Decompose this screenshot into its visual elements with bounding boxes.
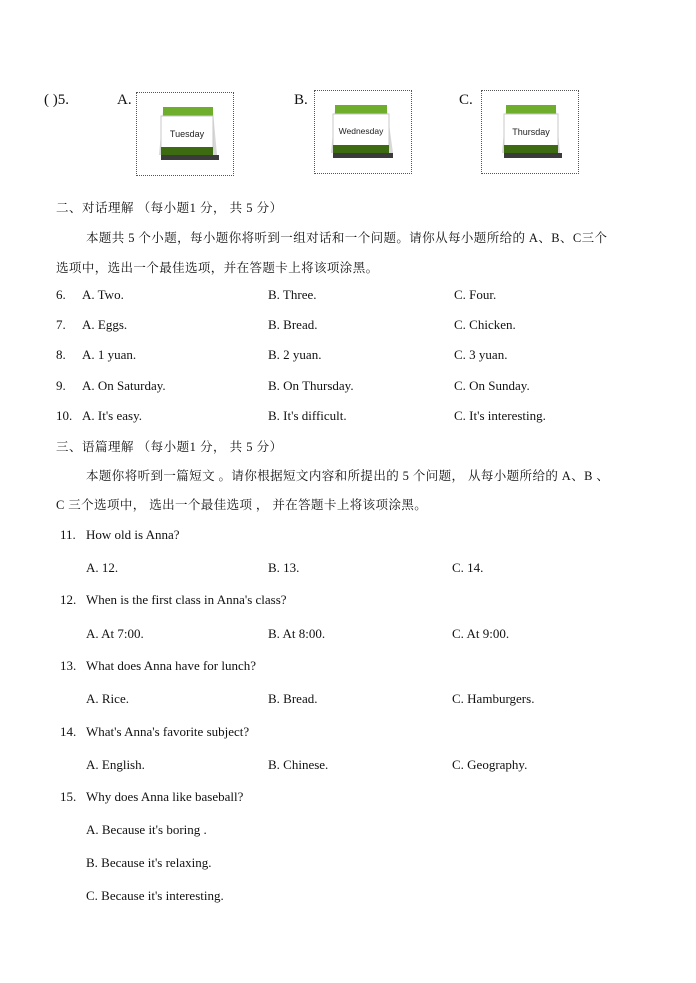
question-number: 11.	[60, 527, 76, 542]
calendar-day-label: Wednesday	[338, 126, 384, 136]
question-number: 15.	[60, 789, 77, 804]
option-b: B. Bread.	[268, 317, 318, 332]
option-a: A. Two.	[82, 287, 124, 302]
calendar-day-label: Thursday	[512, 127, 550, 137]
question-number: 12.	[60, 592, 77, 607]
section-3-title: 三、语篇理解 （每小题1 分， 共 5 分）	[56, 440, 283, 454]
option-a: A. 1 yuan.	[82, 347, 137, 362]
option-c: C. It's interesting.	[454, 408, 546, 423]
option-a: A. At 7:00.	[86, 626, 144, 641]
question-number: 8.	[56, 347, 66, 362]
question-text: How old is Anna?	[86, 527, 180, 542]
option-b: B. At 8:00.	[268, 626, 326, 641]
option-a: A. Eggs.	[82, 317, 128, 332]
option-c: C. Hamburgers.	[452, 691, 535, 706]
option-c: C. 3 yuan.	[454, 347, 508, 362]
option-a: A. 12.	[86, 560, 119, 575]
question-number: 7.	[56, 317, 66, 332]
option-a: A. On Saturday.	[82, 378, 166, 393]
q5-option-b-calendar-image	[314, 90, 412, 174]
option-b: B. Three.	[268, 287, 317, 302]
calendar-icon	[137, 93, 233, 175]
option-a: A. Because it's boring .	[86, 822, 207, 837]
q5-option-b-letter: B.	[294, 92, 308, 108]
option-b: B. 2 yuan.	[268, 347, 322, 362]
section-3-instructions-line-1: 本题你将听到一篇短文 。请你根据短文内容和所提出的 5 个问题， 从每小题所给的 A、B 、	[86, 469, 610, 483]
section-2-instructions-line-2: 选项中，选出一个最佳选项，并在答题卡上将该项涂黑。	[56, 261, 379, 275]
question-number: 6.	[56, 287, 66, 302]
option-c: C. 14.	[452, 560, 484, 575]
option-a: A. It's easy.	[82, 408, 142, 423]
option-c: C. At 9:00.	[452, 626, 510, 641]
calendar-day-label: Tuesday	[169, 129, 205, 139]
question-number: 10.	[56, 408, 73, 423]
q5-option-c-letter: C.	[459, 92, 473, 108]
option-c: C. Four.	[454, 287, 497, 302]
question-5-number: ( )5.	[44, 92, 69, 108]
section-2-instructions-line-1: 本题共 5 个小题，每小题你将听到一组对话和一个问题。请你从每小题所给的 A、B、C三个	[86, 231, 608, 245]
option-c: C. On Sunday.	[454, 378, 530, 393]
option-c: C. Geography.	[452, 757, 528, 772]
option-c: C. Chicken.	[454, 317, 516, 332]
option-b: B. It's difficult.	[268, 408, 347, 423]
option-b: B. On Thursday.	[268, 378, 354, 393]
question-number: 14.	[60, 724, 77, 739]
q5-option-a-letter: A.	[117, 92, 132, 108]
question-number: 13.	[60, 658, 77, 673]
question-text: Why does Anna like baseball?	[86, 789, 244, 804]
section-2-title: 二、对话理解 （每小题1 分， 共 5 分）	[56, 201, 283, 215]
option-c: C. Because it's interesting.	[86, 888, 224, 903]
calendar-icon	[315, 91, 411, 173]
calendar-icon	[482, 91, 578, 173]
option-b: B. Chinese.	[268, 757, 329, 772]
question-text: What's Anna's favorite subject?	[86, 724, 250, 739]
q5-option-a-calendar-image	[136, 92, 234, 176]
q5-option-c-calendar-image	[481, 90, 579, 174]
option-b: B. 13.	[268, 560, 300, 575]
option-b: B. Bread.	[268, 691, 318, 706]
question-text: What does Anna have for lunch?	[86, 658, 257, 673]
question-number: 9.	[56, 378, 66, 393]
option-a: A. Rice.	[86, 691, 129, 706]
option-b: B. Because it's relaxing.	[86, 855, 212, 870]
section-3-instructions-line-2: C 三个选项中， 选出一个最佳选项 ， 并在答题卡上将该项涂黑。	[56, 498, 428, 512]
question-text: When is the first class in Anna's class?	[86, 592, 287, 607]
option-a: A. English.	[86, 757, 145, 772]
